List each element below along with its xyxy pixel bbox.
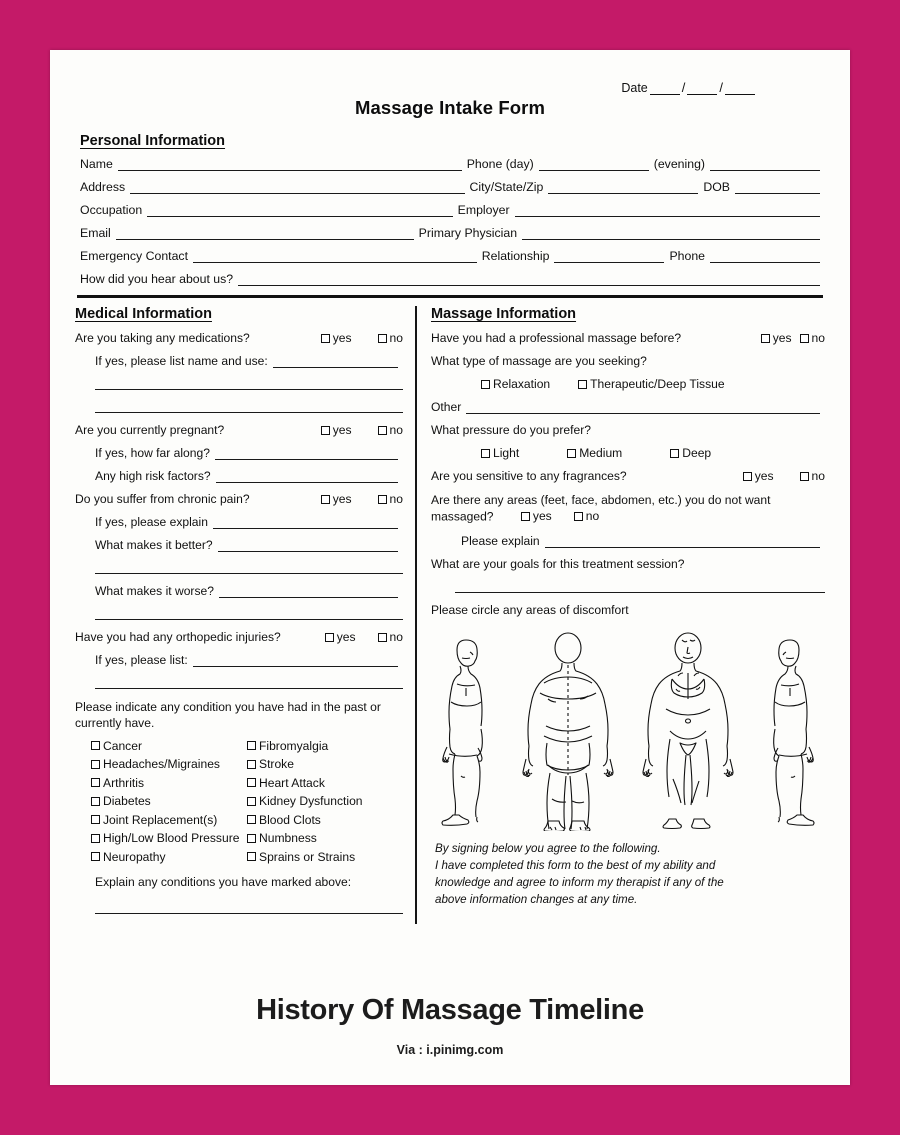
question-fragrance-label: Are you sensitive to any fragrances? [431, 469, 627, 483]
question-previous-massage [431, 331, 825, 345]
input-how-far-along[interactable] [215, 447, 398, 460]
label-yes: yes [754, 469, 774, 483]
input-massage-other[interactable] [466, 401, 820, 414]
checkbox-icon[interactable] [91, 778, 100, 787]
question-chronic-explain-label: If yes, please explain [95, 515, 208, 529]
body-diagram-front[interactable] [642, 631, 734, 831]
checkbox-fragrance-yes[interactable] [743, 469, 774, 483]
input-address[interactable] [130, 181, 464, 194]
checkbox-avoid-no[interactable] [574, 508, 599, 524]
field-row-emergency [80, 249, 825, 263]
question-makes-worse [75, 584, 403, 598]
input-medications-line-2[interactable] [95, 377, 403, 390]
question-makes-better-label: What makes it better? [95, 538, 213, 552]
option-label: Deep [682, 446, 712, 460]
body-diagram-right-profile[interactable] [761, 636, 819, 831]
label-employer: Employer [457, 203, 510, 217]
input-relationship[interactable] [554, 250, 664, 263]
question-goals [431, 557, 825, 571]
condition-label: Blood Clots [259, 812, 321, 827]
input-medications-line-3[interactable] [95, 400, 403, 413]
input-makes-better-line-2[interactable] [95, 561, 403, 574]
form-paper [50, 50, 850, 1085]
question-how-far-along [75, 446, 403, 460]
conditions-checklist [75, 739, 403, 869]
pregnant-yesno [311, 423, 403, 437]
input-makes-worse[interactable] [219, 585, 398, 598]
checkbox-icon[interactable] [247, 741, 256, 750]
checkbox-pressure-deep[interactable] [670, 446, 711, 460]
chronic-pain-yesno [311, 492, 403, 506]
checkbox-icon[interactable] [521, 512, 530, 521]
question-massage-type-label: What type of massage are you seeking? [431, 354, 647, 368]
field-row-email [80, 226, 825, 240]
question-pregnant-label: Are you currently pregnant? [75, 423, 225, 437]
question-medications-label: Are you taking any medications? [75, 331, 250, 345]
condition-label: Heart Attack [259, 775, 325, 790]
input-emergency-contact[interactable] [193, 250, 477, 263]
question-previous-massage-label: Have you had a professional massage before? [431, 331, 682, 345]
date-year-blank[interactable] [725, 84, 755, 95]
input-conditions-explain[interactable] [95, 901, 403, 914]
question-massage-type [431, 354, 825, 368]
checkbox-kidney-dysfunction[interactable] [247, 794, 403, 808]
checkbox-orthopedic-no[interactable] [378, 630, 403, 644]
option-label: Medium [579, 446, 623, 460]
section-heading-personal: Personal Information [80, 133, 226, 149]
label-address: Address [80, 180, 126, 194]
checkbox-orthopedic-yes[interactable] [325, 630, 356, 644]
condition-label: High/Low Blood Pressure [103, 831, 240, 846]
input-chronic-explain[interactable] [213, 516, 398, 529]
label-no: no [389, 331, 403, 345]
checkbox-previous-no[interactable] [800, 331, 825, 345]
label-yes: yes [332, 492, 352, 506]
checkbox-medications-no[interactable] [378, 331, 403, 345]
checkbox-cancer[interactable] [91, 739, 247, 753]
input-emergency-phone[interactable] [710, 250, 820, 263]
checkbox-previous-yes[interactable] [761, 331, 792, 345]
question-pressure [431, 423, 825, 437]
checkbox-icon[interactable] [325, 633, 334, 642]
two-column-body [75, 306, 825, 924]
input-goals[interactable] [455, 580, 825, 593]
checkbox-fragrance-no[interactable] [800, 469, 825, 483]
label-phone-evening: (evening) [653, 157, 705, 171]
condition-label: Fibromyalgia [259, 738, 329, 753]
body-diagrams[interactable] [437, 626, 819, 831]
checkbox-icon[interactable] [378, 495, 387, 504]
checkbox-icon[interactable] [378, 633, 387, 642]
label-yes: yes [332, 423, 352, 437]
input-city-state-zip[interactable] [548, 181, 698, 194]
section-heading-massage: Massage Information [431, 306, 577, 322]
checkbox-type-relaxation[interactable] [481, 377, 550, 391]
question-fragrance [431, 469, 825, 483]
checkbox-pressure-medium[interactable] [567, 446, 622, 460]
label-emergency-phone: Phone [669, 249, 705, 263]
section-heading-medical: Medical Information [75, 306, 212, 322]
checkbox-chronic-no[interactable] [378, 492, 403, 506]
checkbox-icon[interactable] [247, 852, 256, 861]
checkbox-icon[interactable] [321, 495, 330, 504]
label-yes: yes [332, 331, 352, 345]
checkbox-blood-pressure[interactable] [91, 831, 247, 845]
checkbox-icon[interactable] [800, 334, 809, 343]
option-label: Light [493, 446, 520, 460]
conditions-column-right [247, 739, 403, 869]
date-row [75, 80, 825, 95]
section-divider-horizontal [77, 295, 823, 298]
question-makes-worse-label: What makes it worse? [95, 584, 214, 598]
medications-yesno [311, 331, 403, 345]
checkbox-pressure-light[interactable] [481, 446, 519, 460]
fragrance-yesno [733, 469, 825, 483]
condition-label: Diabetes [103, 794, 151, 809]
date-day-blank[interactable] [687, 84, 717, 95]
label-no: no [585, 509, 600, 524]
column-divider [415, 306, 417, 924]
input-avoid-explain[interactable] [545, 535, 820, 548]
page-title: Massage Intake Form [354, 97, 546, 118]
checkbox-arthritis[interactable] [91, 776, 247, 790]
input-orthopedic-list[interactable] [193, 654, 398, 667]
input-makes-worse-line-2[interactable] [95, 607, 403, 620]
source-attribution: Via : i.pinimg.com [396, 1043, 504, 1057]
date-field[interactable] [621, 80, 755, 95]
checkbox-icon[interactable] [481, 449, 490, 458]
checkbox-icon[interactable] [247, 760, 256, 769]
condition-label: Arthritis [103, 775, 144, 790]
checkbox-icon[interactable] [91, 815, 100, 824]
label-no: no [389, 630, 403, 644]
conditions-explain-label: Explain any conditions you have marked above: [95, 875, 352, 890]
checkbox-icon[interactable] [800, 472, 809, 481]
agreement-text [435, 841, 825, 908]
checkbox-icon[interactable] [567, 449, 576, 458]
label-primary-physician: Primary Physician [418, 226, 518, 240]
input-phone-day[interactable] [539, 158, 649, 171]
checkbox-chronic-yes[interactable] [321, 492, 352, 506]
label-yes: yes [336, 630, 356, 644]
condition-label: Stroke [259, 757, 294, 772]
checkbox-diabetes[interactable] [91, 794, 247, 808]
date-slash-1: / [681, 80, 686, 95]
conditions-intro: Please indicate any condition you have had in the past or currently have. [75, 700, 381, 731]
label-relationship: Relationship [481, 249, 550, 263]
question-goals-label: What are your goals for this treatment session? [431, 557, 685, 572]
question-orthopedic [75, 630, 403, 644]
question-medications-list-label: If yes, please list name and use: [95, 354, 268, 368]
input-high-risk[interactable] [216, 470, 398, 483]
label-no: no [811, 331, 825, 345]
label-yes: yes [532, 509, 552, 524]
checkbox-icon[interactable] [247, 797, 256, 806]
label-emergency-contact: Emergency Contact [80, 249, 188, 263]
input-email[interactable] [116, 227, 414, 240]
question-medications-list [75, 354, 403, 368]
checkbox-icon[interactable] [247, 778, 256, 787]
label-city-state-zip: City/State/Zip [469, 180, 544, 194]
label-no: no [389, 423, 403, 437]
input-name[interactable] [118, 158, 462, 171]
checkbox-icon[interactable] [91, 852, 100, 861]
checkbox-icon[interactable] [321, 426, 330, 435]
checkbox-icon[interactable] [481, 380, 490, 389]
option-label: Relaxation [493, 377, 551, 391]
checkbox-icon[interactable] [247, 815, 256, 824]
massage-type-options [431, 377, 825, 391]
question-chronic-explain [75, 515, 403, 529]
question-pressure-label: What pressure do you prefer? [431, 423, 591, 437]
input-occupation[interactable] [147, 204, 452, 217]
condition-label: Headaches/Migraines [103, 757, 220, 772]
label-no: no [389, 492, 403, 506]
checkbox-pregnant-no[interactable] [378, 423, 403, 437]
checkbox-type-therapeutic[interactable] [578, 377, 724, 391]
question-chronic-pain [75, 492, 403, 506]
body-diagram-back[interactable] [522, 631, 614, 831]
checkbox-joint-replacements[interactable] [91, 813, 247, 827]
field-row-occupation [80, 203, 825, 217]
date-slash-2: / [719, 80, 723, 95]
label-email: Email [80, 226, 111, 240]
checkbox-icon[interactable] [91, 760, 100, 769]
question-how-far-along-label: If yes, how far along? [95, 446, 210, 460]
checkbox-icon[interactable] [670, 449, 679, 458]
input-employer[interactable] [515, 204, 820, 217]
checkbox-blood-clots[interactable] [247, 813, 403, 827]
question-pregnant [75, 423, 403, 437]
option-label: Therapeutic/Deep Tissue [590, 377, 725, 391]
previous-massage-yesno [751, 331, 825, 345]
agreement-line-2: I have completed this form to the best of my ability and [435, 859, 716, 873]
checkbox-icon[interactable] [91, 797, 100, 806]
checkbox-icon[interactable] [761, 334, 770, 343]
checkbox-icon[interactable] [743, 472, 752, 481]
condition-label: Kidney Dysfunction [259, 794, 363, 809]
question-avoid-areas-label: Are there any areas (feet, face, abdomen, etc.) you do not want massaged? [431, 493, 771, 524]
instruction-circle-discomfort [431, 603, 825, 617]
date-month-blank[interactable] [650, 84, 680, 95]
checkbox-stroke[interactable] [247, 757, 403, 771]
checkbox-fibromyalgia[interactable] [247, 739, 403, 753]
label-no: no [811, 469, 825, 483]
checkbox-icon[interactable] [247, 834, 256, 843]
checkbox-icon[interactable] [91, 834, 100, 843]
question-high-risk [75, 469, 403, 483]
label-yes: yes [772, 331, 792, 345]
question-makes-better [75, 538, 403, 552]
input-orthopedic-line-2[interactable] [95, 676, 403, 689]
input-medications-list[interactable] [273, 355, 398, 368]
conditions-column-left [91, 739, 247, 869]
label-other: Other [431, 400, 462, 414]
agreement-line-4: above information changes at any time. [435, 892, 638, 906]
checkbox-avoid-yes[interactable] [521, 508, 552, 524]
body-diagram-left-profile[interactable] [437, 636, 495, 831]
checkbox-neuropathy[interactable] [91, 850, 247, 864]
question-medications [75, 331, 403, 345]
question-high-risk-label: Any high risk factors? [95, 469, 211, 483]
field-row-address [80, 180, 825, 194]
column-medical [75, 306, 415, 924]
column-massage [427, 306, 825, 924]
condition-label: Joint Replacement(s) [103, 812, 218, 827]
label-dob: DOB [703, 180, 730, 194]
orthopedic-yesno [315, 630, 403, 644]
question-avoid-explain [431, 534, 825, 548]
input-how-did-you-hear[interactable] [238, 273, 820, 286]
input-primary-physician[interactable] [522, 227, 820, 240]
condition-label: Numbness [259, 831, 317, 846]
checkbox-sprains-strains[interactable] [247, 850, 403, 864]
input-makes-better[interactable] [218, 539, 398, 552]
avoid-areas-yesno [521, 508, 599, 524]
label-how-did-you-hear: How did you hear about us? [80, 272, 234, 286]
label-phone-day: Phone (day) [466, 157, 534, 171]
question-avoid-areas [431, 492, 825, 525]
question-massage-other [431, 400, 825, 414]
condition-label: Neuropathy [103, 849, 166, 864]
question-avoid-explain-label: Please explain [461, 534, 540, 549]
label-name: Name [80, 157, 113, 171]
question-orthopedic-list [75, 653, 403, 667]
input-dob[interactable] [735, 181, 820, 194]
condition-label: Cancer [103, 738, 142, 753]
input-phone-evening[interactable] [710, 158, 820, 171]
instruction-circle-discomfort-label: Please circle any areas of discomfort [431, 603, 629, 618]
field-row-referral [80, 272, 825, 286]
question-orthopedic-label: Have you had any orthopedic injuries? [75, 630, 281, 644]
checkbox-medications-yes[interactable] [321, 331, 352, 345]
checkbox-icon[interactable] [574, 512, 583, 521]
field-row-name [80, 157, 825, 171]
checkbox-numbness[interactable] [247, 831, 403, 845]
checkbox-icon[interactable] [91, 741, 100, 750]
checkbox-icon[interactable] [378, 334, 387, 343]
question-orthopedic-list-label: If yes, please list: [95, 653, 188, 667]
date-label: Date [621, 81, 648, 95]
checkbox-icon[interactable] [578, 380, 587, 389]
question-chronic-pain-label: Do you suffer from chronic pain? [75, 492, 250, 506]
agreement-line-1: By signing below you agree to the following. [435, 842, 661, 856]
condition-label: Sprains or Strains [259, 849, 356, 864]
checkbox-pregnant-yes[interactable] [321, 423, 352, 437]
checkbox-icon[interactable] [378, 426, 387, 435]
agreement-line-3: knowledge and agree to inform my therapist if any of the [435, 875, 724, 889]
caption-title: History Of Massage Timeline [256, 994, 644, 1026]
checkbox-headaches-migraines[interactable] [91, 757, 247, 771]
checkbox-heart-attack[interactable] [247, 776, 403, 790]
pressure-options [431, 446, 825, 460]
checkbox-icon[interactable] [321, 334, 330, 343]
label-occupation: Occupation [80, 203, 143, 217]
